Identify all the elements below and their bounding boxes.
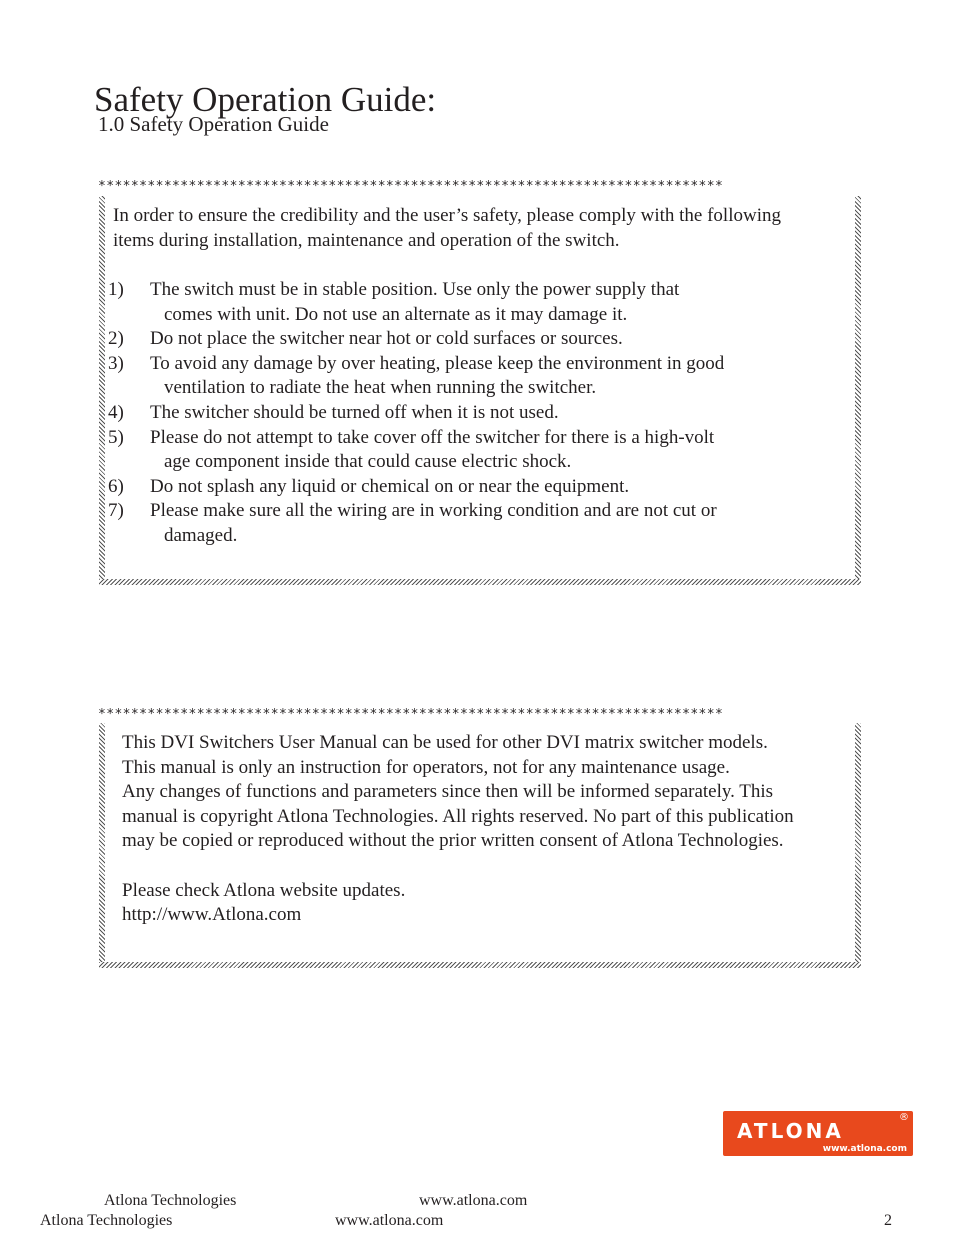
box2-bottom-border [99,962,861,968]
notice-line-4: manual is copyright Atlona Technologies. All rights reserved. No part of this publication [122,805,794,827]
list-item-continuation: age component inside that could cause electric shock. [164,451,572,473]
box1-bottom-border [99,579,861,585]
box2-left-border [99,723,105,968]
list-item-text: To avoid any damage by over heating, please keep the environment in good [150,352,725,374]
footer-url-upper: www.atlona.com [419,1192,528,1209]
box1-right-border [855,196,861,584]
footer-company: Atlona Technologies [40,1212,173,1229]
safety-intro [113,204,781,253]
list-item-continuation: ventilation to radiate the heat when running the switcher. [164,377,597,399]
page-title-text: Safety Operation Guide [94,80,427,119]
list-item-text: Do not splash any liquid or chemical on or near the equipment. [150,475,630,497]
list-item-number: 6) [108,475,124,497]
list-item-number: 2) [108,328,124,350]
list-item-text: Do not place the switcher near hot or cold surfaces or sources. [150,328,623,350]
list-item-5 [108,426,848,451]
logo-wordmark: ATLONA [737,1119,844,1143]
list-item-number: 4) [108,401,124,423]
list-item-3 [108,352,848,377]
box1-star-border: **************************************************************************** [98,180,724,194]
list-item-text: Please do not attempt to take cover off the switcher for there is a high-volt [150,426,715,448]
notice-line-5: may be copied or reproduced without the prior written consent of Atlona Technologies. [122,830,784,852]
box2-star-border: **************************************************************************** [98,708,724,722]
section-heading: 1.0 Safety Operation Guide [98,112,329,136]
notice-line-1: This DVI Switchers User Manual can be used for other DVI matrix switcher models. [122,732,768,753]
list-item-number: 3) [108,352,124,374]
list-item-continuation: damaged. [164,524,238,546]
website-link[interactable]: http://www.Atlona.com [122,904,302,926]
page-number: 2 [884,1212,892,1229]
list-item-4 [108,401,848,426]
safety-intro-line-1: In order to ensure the credibility and the user’s safety, please comply with the following [113,205,781,226]
box1-left-border [99,196,105,584]
logo-url: www.atlona.com [822,1144,907,1154]
notice-line-3: Any changes of functions and parameters since then will be informed separately. This [122,781,774,803]
atlona-logo [723,1111,913,1156]
list-item-text: Please make sure all the wiring are in working condition and are not cut or [150,500,717,522]
safety-intro-line-2: items during installation, maintenance and operation of the switch. [113,229,620,251]
list-item-text: The switcher should be turned off when it is not used. [150,401,559,423]
list-item-continuation: comes with unit. Do not use an alternate as it may damage it. [164,303,628,325]
website-check-text: Please check Atlona website updates. [122,879,406,901]
list-item-text: The switch must be in stable position. Use only the power supply that [150,279,680,300]
safety-list [108,278,848,549]
box2-right-border [855,723,861,968]
list-item-number: 5) [108,426,124,448]
notice-spacer [122,854,794,879]
list-item-number: 7) [108,500,124,522]
list-item-number: 1) [108,279,124,300]
list-item-1 [108,278,848,303]
list-item-7 [108,499,848,524]
notice-line-2: This manual is only an instruction for operators, not for any maintenance usage. [122,756,730,778]
list-item-6 [108,475,848,500]
manual-notice [122,731,794,928]
logo-registered-mark: ® [899,1112,909,1123]
footer-url: www.atlona.com [335,1212,444,1229]
page-title-colon: : [426,80,437,119]
list-item-2 [108,327,848,352]
footer-company-upper: Atlona Technologies [104,1192,237,1209]
